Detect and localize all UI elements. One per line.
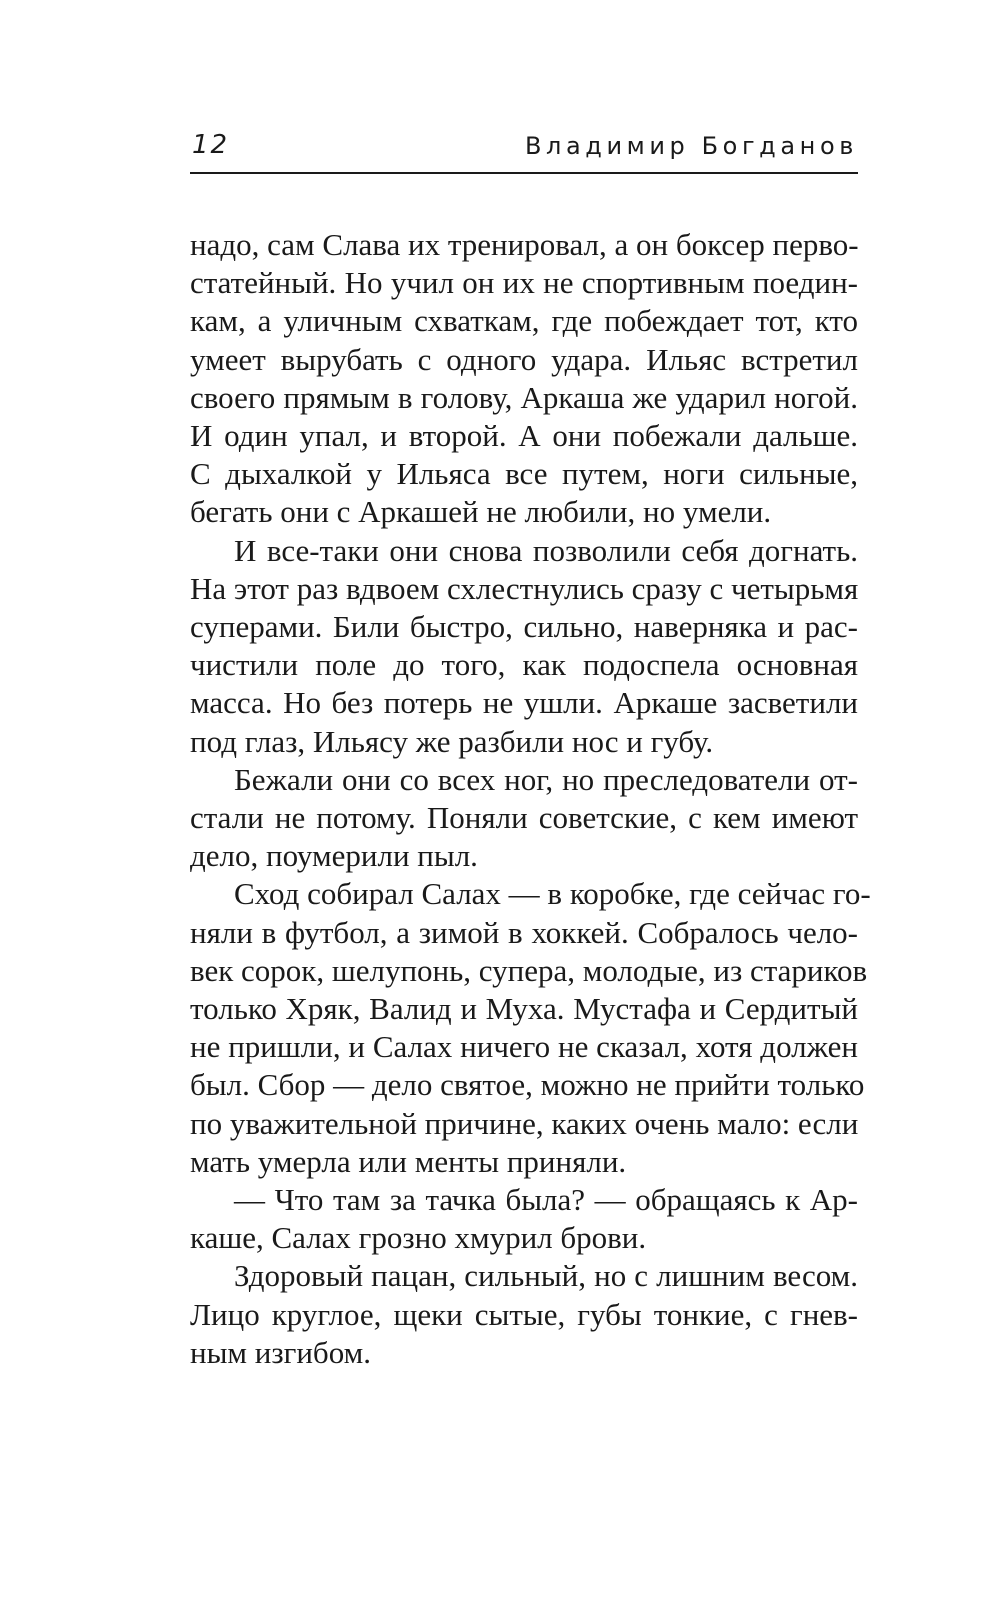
text-line: Сход собирал Салах — в коробке, где сейчас го- [234, 876, 871, 912]
text-line: статейный. Но учил он их не спортивным поедин- [190, 265, 858, 301]
text-line: мать умерла или менты приняли. [190, 1143, 627, 1179]
text-line: по уважительной причине, каких очень мало: если [190, 1105, 859, 1141]
text-line: Бежали они со всех ног, но преследователи от- [234, 761, 858, 797]
text-line: надо, сам Слава их тренировал, а он боксер перво- [190, 227, 859, 262]
text-line: кам, а уличным схваткам, где побеждает тот, кто [190, 303, 858, 339]
body-text [190, 226, 871, 1372]
text-line: — Что там за тачка была? — обращаясь к Ар- [234, 1182, 858, 1218]
text-line: С дыхалкой у Ильяса все путем, ноги сильные, [190, 456, 858, 492]
text-line: был. Сбор — дело святое, можно не прийти только [190, 1067, 865, 1103]
text-line: И один упал, и второй. А они побежали дальше. [190, 418, 858, 454]
text-line: суперами. Били быстро, сильно, наверняка и рас- [190, 609, 858, 645]
text-line: век сорок, шелупонь, супера, молодые, из стариков [190, 952, 868, 988]
text-line: Здоровый пацан, сильный, но с лишним весом. [234, 1258, 858, 1294]
author-name: Владимир Богданов [524, 132, 858, 160]
text-line: умеет вырубать с одного удара. Ильяс встретил [190, 341, 858, 377]
text-line: няли в футбол, а зимой в хоккей. Собралось чело- [190, 914, 858, 950]
text-line: каше, Салах грозно хмурил брови. [190, 1220, 647, 1256]
text-line: И все-таки они снова позволили себя догнать. [234, 532, 858, 568]
text-line: дело, поумерили пыл. [190, 838, 478, 874]
text-line: своего прямым в голову, Аркаша же ударил ногой. [190, 379, 858, 415]
text-line: ным изгибом. [190, 1334, 371, 1370]
running-header [190, 128, 858, 174]
text-line: стали не потому. Поняли советские, с кем имеют [190, 800, 858, 836]
text-line: бегать они с Аркашей не любили, но умели. [190, 494, 772, 530]
page-number: 12 [192, 130, 230, 160]
text-line: под глаз, Ильясу же разбили нос и губу. [190, 723, 714, 759]
text-line: чистили поле до того, как подоспела основная [190, 647, 858, 683]
text-line: не пришли, и Салах ничего не сказал, хотя должен [190, 1029, 858, 1065]
text-line: Лицо круглое, щеки сытые, губы тонкие, с гнев- [190, 1296, 858, 1332]
text-line: масса. Но без потерь не ушли. Аркаше засветили [190, 685, 858, 721]
text-line: На этот раз вдвоем схлестнулись сразу с четырьмя [190, 570, 859, 606]
text-line: только Хряк, Валид и Муха. Мустафа и Сердитый [190, 991, 858, 1027]
